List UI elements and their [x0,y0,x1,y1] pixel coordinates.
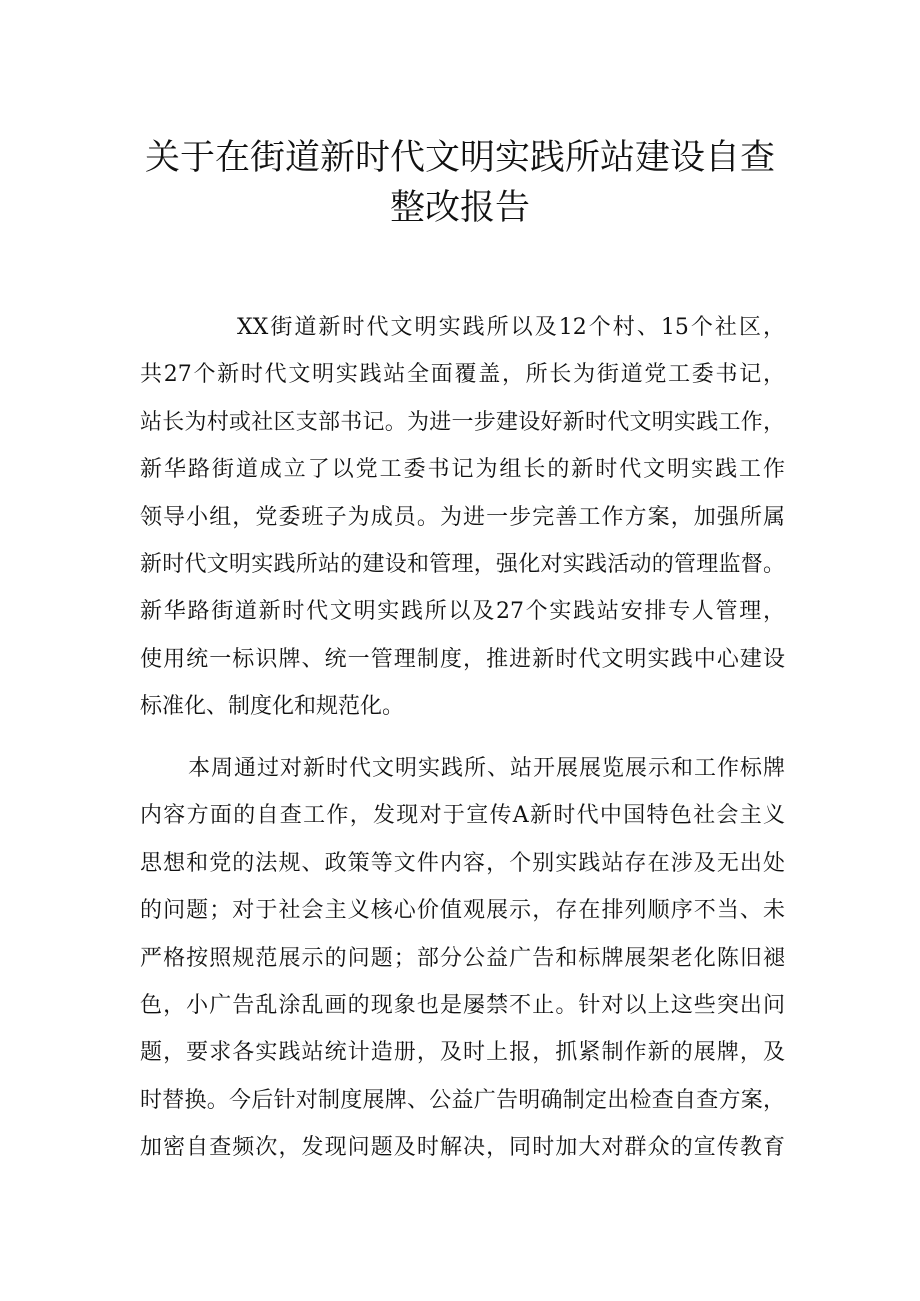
paragraph-line: 内容方面的自查工作，发现对于宣传A新时代中国特色社会主义 [140,803,785,829]
title-line: 关于在街道新时代文明实践所站建设自查 [144,138,775,178]
paragraph-line: 本周通过对新时代文明实践所、站开展展览展示和工作标牌 [188,756,785,781]
paragraph-line: 新华路街道新时代文明实践所以及27个实践站安排专人管理， [140,599,785,625]
paragraph-line: 标准化、制度化和规范化。 [140,694,405,720]
paragraph-line: 共27个新时代文明实践站全面覆盖，所长为街道党工委书记， [140,362,785,388]
paragraph-line: 站长为村或社区支部书记。为进一步建设好新时代文明实践工作， [140,409,785,435]
title-line: 整改报告 [389,188,530,228]
paragraph-line: 思想和党的法规、政策等文件内容，个别实践站存在涉及无出处 [140,850,785,876]
paragraph-line: 题，要求各实践站统计造册，及时上报，抓紧制作新的展牌，及 [140,1040,785,1066]
paragraph-line: 新华路街道成立了以党工委书记为组长的新时代文明实践工作 [140,457,785,483]
paragraph-line: 时替换。今后针对制度展牌、公益广告明确制定出检查自查方案， [140,1087,785,1113]
paragraph-line: 领导小组，党委班子为成员。为进一步完善工作方案，加强所属 [140,504,785,530]
page-title [0,133,920,233]
body-paragraph [140,745,785,1172]
paragraph-line: 加密自查频次，发现问题及时解决，同时加大对群众的宣传教育 [140,1135,785,1161]
body-paragraph [140,304,785,731]
paragraph-line: 色，小广告乱涂乱画的现象也是屡禁不止。针对以上这些突出问 [140,992,785,1018]
paragraph-line: 的问题；对于社会主义核心价值观展示，存在排列顺序不当、未 [140,898,785,924]
paragraph-line: 严格按照规范展示的问题；部分公益广告和标牌展架老化陈旧褪 [140,945,785,971]
paragraph-line: 新时代文明实践所站的建设和管理，强化对实践活动的管理监督。 [140,551,785,577]
paragraph-line: XX街道新时代文明实践所以及12个村、15个社区， [237,315,785,340]
paragraph-line: 使用统一标识牌、统一管理制度，推进新时代文明实践中心建设 [140,646,785,672]
